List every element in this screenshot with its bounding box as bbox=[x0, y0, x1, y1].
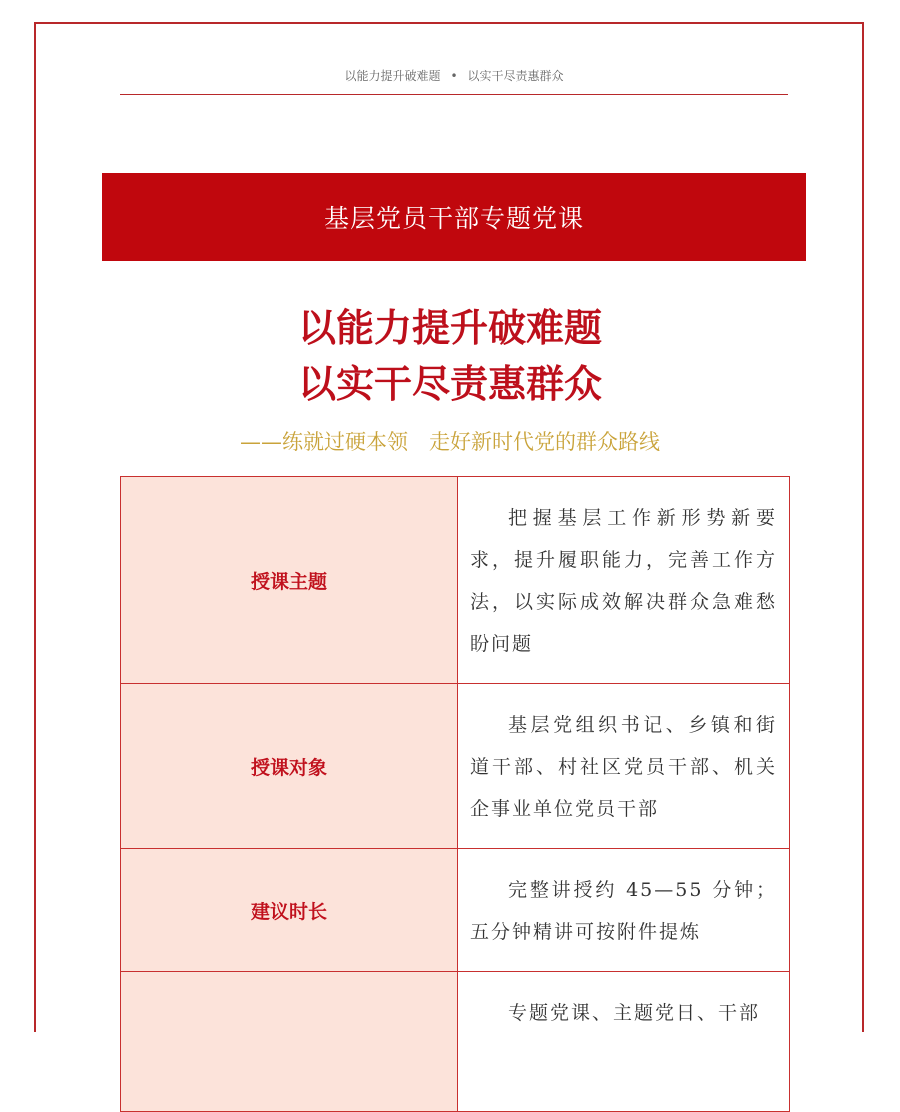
row-label bbox=[121, 972, 458, 1112]
subtitle: ——练就过硬本领 走好新时代党的群众路线 bbox=[240, 430, 660, 454]
table-row bbox=[121, 972, 790, 1112]
row-content: 基层党组织书记、乡镇和街道干部、村社区党员干部、机关企事业单位党员干部 bbox=[458, 684, 790, 849]
row-content: 专题党课、主题党日、干部 bbox=[458, 972, 790, 1112]
table-row bbox=[121, 849, 790, 972]
table-row bbox=[121, 477, 790, 684]
info-table bbox=[120, 476, 790, 1112]
row-label: 授课主题 bbox=[121, 477, 458, 684]
banner bbox=[102, 173, 806, 261]
running-header-right: 以实干尽责惠群众 bbox=[467, 69, 564, 83]
table-row bbox=[121, 684, 790, 849]
row-label: 授课对象 bbox=[121, 684, 458, 849]
row-content: 完整讲授约 45—55 分钟；五分钟精讲可按附件提炼 bbox=[458, 849, 790, 972]
running-header-left: 以能力提升破难题 bbox=[344, 69, 441, 83]
row-label: 建议时长 bbox=[121, 849, 458, 972]
header-separator-dot: • bbox=[450, 69, 458, 83]
running-header bbox=[120, 62, 788, 95]
row-content: 把握基层工作新形势新要求，提升履职能力，完善工作方法，以实际成效解决群众急难愁盼问题 bbox=[458, 477, 790, 684]
banner-title: 基层党员干部专题党课 bbox=[323, 204, 584, 233]
main-title-line-2: 以实干尽责惠群众 bbox=[297, 362, 602, 406]
main-title-line-1: 以能力提升破难题 bbox=[297, 306, 602, 350]
